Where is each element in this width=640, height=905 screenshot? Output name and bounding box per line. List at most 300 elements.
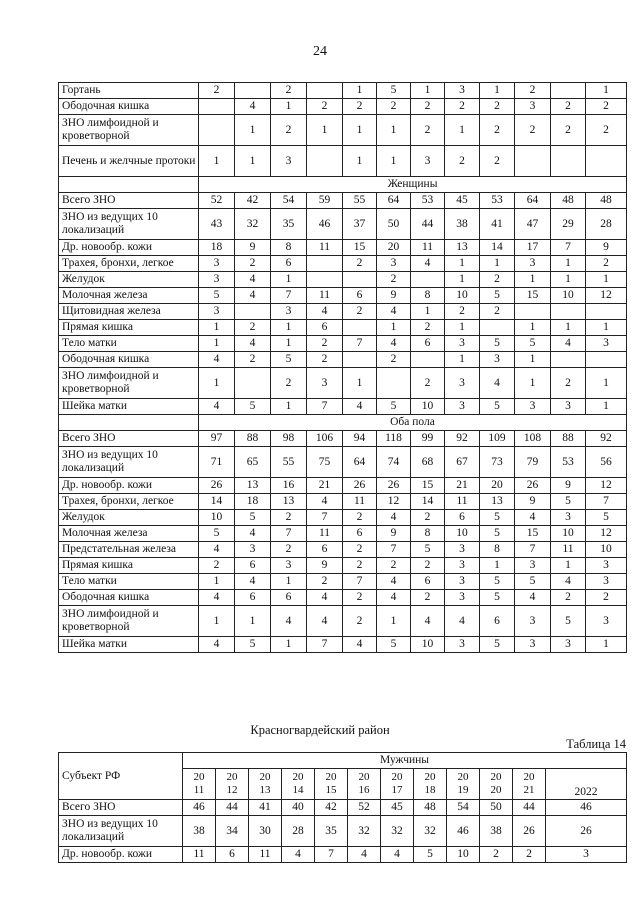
table-cell: 1	[199, 320, 235, 336]
table-cell	[586, 146, 627, 177]
table-row	[59, 558, 627, 574]
table-row	[59, 606, 627, 637]
section-title-both: Оба пола	[199, 415, 627, 431]
table-cell: 4	[307, 304, 343, 320]
table-cell: 6	[445, 510, 480, 526]
table-cell: 20	[377, 240, 411, 256]
table-cell	[343, 352, 377, 368]
table-cell: 53	[551, 447, 586, 478]
table-row	[59, 256, 627, 272]
row-label: Др. новообр. кожи	[59, 478, 199, 494]
table-cell: 5	[377, 399, 411, 415]
table-cell: 44	[513, 800, 546, 816]
table-cell: 99	[411, 431, 445, 447]
table-cell: 46	[183, 800, 216, 816]
table-cell: 4	[377, 304, 411, 320]
table-cell: 38	[183, 816, 216, 847]
table-cell: 3	[271, 558, 307, 574]
table-cell: 88	[235, 431, 271, 447]
table-cell	[307, 83, 343, 99]
year-header	[183, 769, 216, 800]
table-cell: 88	[551, 431, 586, 447]
table-cell: 3	[551, 399, 586, 415]
table-cell: 18	[235, 494, 271, 510]
year-header-bottom: 11	[193, 784, 205, 796]
table-cell: 4	[235, 272, 271, 288]
table-cell: 2	[377, 272, 411, 288]
table-cell: 64	[377, 193, 411, 209]
table-cell: 3	[515, 99, 551, 115]
table-cell: 74	[377, 447, 411, 478]
table-cell: 1	[271, 637, 307, 653]
table-cell: 21	[445, 478, 480, 494]
table-row	[59, 431, 627, 447]
table-cell: 12	[586, 478, 627, 494]
table-cell: 5	[235, 399, 271, 415]
table-row	[59, 240, 627, 256]
table-cell: 1	[199, 336, 235, 352]
table1-both-rows	[59, 431, 627, 653]
table-cell: 1	[586, 272, 627, 288]
page-number: 24	[313, 44, 327, 59]
table-cell: 4	[377, 590, 411, 606]
row-label: Трахея, бронхи, легкое	[59, 256, 199, 272]
table-cell: 1	[480, 558, 515, 574]
table-cell: 4	[343, 399, 377, 415]
header-row-men	[59, 753, 627, 769]
table-cell: 5	[480, 288, 515, 304]
table-cell: 3	[199, 272, 235, 288]
table-cell	[199, 115, 235, 146]
table-cell	[235, 83, 271, 99]
table-row	[59, 304, 627, 320]
table-cell	[199, 99, 235, 115]
table-cell	[551, 146, 586, 177]
table-cell: 2	[411, 558, 445, 574]
table-cell: 16	[271, 478, 307, 494]
year-header	[447, 769, 480, 800]
table-cell: 26	[515, 478, 551, 494]
table-cell: 11	[249, 847, 282, 863]
table-cell	[551, 83, 586, 99]
table-cell: 5	[551, 606, 586, 637]
table-cell: 108	[515, 431, 551, 447]
table-cell: 53	[411, 193, 445, 209]
table-cell: 3	[445, 542, 480, 558]
table-cell: 1	[445, 256, 480, 272]
table-cell: 32	[348, 816, 381, 847]
table-cell: 2	[343, 542, 377, 558]
row-label: Всего ЗНО	[59, 193, 199, 209]
table-cell: 1	[480, 83, 515, 99]
table-cell: 109	[480, 431, 515, 447]
table-cell: 10	[411, 399, 445, 415]
table-cell: 7	[307, 510, 343, 526]
table-cell: 17	[515, 240, 551, 256]
table-cell: 9	[551, 478, 586, 494]
table-cell: 3	[586, 574, 627, 590]
table-cell: 15	[515, 526, 551, 542]
year-header	[348, 769, 381, 800]
table-cell: 3	[445, 399, 480, 415]
table-cell: 12	[586, 288, 627, 304]
table-cell: 5	[411, 542, 445, 558]
table-cell: 7	[307, 637, 343, 653]
table-cell: 2	[411, 115, 445, 146]
table-cell: 1	[199, 574, 235, 590]
table-cell: 2	[343, 256, 377, 272]
table-cell: 4	[377, 510, 411, 526]
section-title-women: Женщины	[199, 177, 627, 193]
table-cell: 5	[480, 510, 515, 526]
table-cell: 13	[271, 494, 307, 510]
table-cell: 14	[480, 240, 515, 256]
table-cell: 4	[307, 590, 343, 606]
table-cell: 52	[348, 800, 381, 816]
row-label: Щитовидная железа	[59, 304, 199, 320]
table-cell: 7	[551, 240, 586, 256]
table-cell: 6	[480, 606, 515, 637]
table-row	[59, 510, 627, 526]
table-cell: 1	[235, 115, 271, 146]
table-row	[59, 637, 627, 653]
table-cell: 5	[414, 847, 447, 863]
region-title: Красногвардейский район	[250, 723, 390, 737]
table-cell: 5	[271, 352, 307, 368]
table-cell: 11	[183, 847, 216, 863]
table-cell: 2	[480, 99, 515, 115]
table-cell: 48	[551, 193, 586, 209]
table-cell: 6	[216, 847, 249, 863]
table-cell: 8	[480, 542, 515, 558]
table-cell: 1	[377, 606, 411, 637]
table-cell: 1	[343, 368, 377, 399]
table-cell: 1	[411, 83, 445, 99]
table-cell: 7	[515, 542, 551, 558]
table-cell: 3	[586, 558, 627, 574]
table-cell: 2	[445, 99, 480, 115]
table-cell: 2	[307, 336, 343, 352]
table-cell: 4	[343, 637, 377, 653]
year-header	[282, 769, 315, 800]
table-cell: 3	[377, 256, 411, 272]
table-cell: 4	[381, 847, 414, 863]
table-cell: 55	[271, 447, 307, 478]
table-cell: 2	[271, 542, 307, 558]
table-cell: 2	[199, 558, 235, 574]
table-cell: 26	[377, 478, 411, 494]
table-cell: 8	[411, 288, 445, 304]
table-cell: 2	[271, 83, 307, 99]
row-label: ЗНО лимфоидной и кроветворной	[59, 115, 199, 146]
table-row	[59, 368, 627, 399]
table-row	[59, 336, 627, 352]
table-cell: 92	[445, 431, 480, 447]
table-cell: 11	[307, 526, 343, 542]
year-header-top: 20	[292, 771, 304, 783]
table-cell: 2	[235, 352, 271, 368]
table-cell: 10	[551, 288, 586, 304]
year-header-top: 20	[457, 771, 469, 783]
table-cell	[586, 352, 627, 368]
table-cell: 10	[199, 510, 235, 526]
table-cell: 2	[513, 847, 546, 863]
table-cell: 15	[515, 288, 551, 304]
table-row	[59, 288, 627, 304]
table-cell: 3	[411, 146, 445, 177]
table-cell: 2	[586, 256, 627, 272]
table-row	[59, 352, 627, 368]
table-cell: 9	[377, 288, 411, 304]
table-cell: 1	[377, 320, 411, 336]
table-cell: 64	[343, 447, 377, 478]
table-cell: 1	[586, 399, 627, 415]
table-cell: 1	[343, 83, 377, 99]
table-cell: 1	[411, 304, 445, 320]
table-cell: 1	[445, 352, 480, 368]
table-cell: 42	[315, 800, 348, 816]
table-cell: 5	[235, 510, 271, 526]
table-cell: 13	[480, 494, 515, 510]
table-row	[59, 146, 627, 177]
table-cell	[411, 272, 445, 288]
table-row	[59, 574, 627, 590]
table-row	[59, 494, 627, 510]
table-cell: 50	[377, 209, 411, 240]
table-row	[59, 816, 627, 847]
table-cell: 3	[199, 256, 235, 272]
subject-header: Субъект РФ	[59, 753, 183, 800]
table-cell: 4	[377, 336, 411, 352]
table-cell: 9	[307, 558, 343, 574]
table-cell: 2	[343, 558, 377, 574]
table-cell: 50	[480, 800, 513, 816]
table-cell: 1	[586, 368, 627, 399]
table-cell: 5	[551, 494, 586, 510]
table-cell: 7	[343, 336, 377, 352]
table-cell: 11	[343, 494, 377, 510]
table-cell: 2	[586, 99, 627, 115]
table-cell: 3	[515, 558, 551, 574]
table-cell: 38	[445, 209, 480, 240]
year-header-top: 20	[391, 771, 403, 783]
table-cell: 4	[235, 288, 271, 304]
table-cell: 2	[411, 320, 445, 336]
table-cell: 94	[343, 431, 377, 447]
table-cell: 7	[343, 574, 377, 590]
table-cell	[586, 304, 627, 320]
table-row	[59, 399, 627, 415]
table-cell: 2	[343, 590, 377, 606]
table-cell: 2	[377, 558, 411, 574]
table-cell: 1	[445, 115, 480, 146]
table-cell: 10	[551, 526, 586, 542]
table-cell: 10	[586, 542, 627, 558]
table-cell: 4	[515, 590, 551, 606]
year-header	[513, 769, 546, 800]
table-cell: 47	[515, 209, 551, 240]
table-cell: 5	[480, 399, 515, 415]
year-header-bottom: 15	[325, 784, 337, 796]
table-cell: 28	[586, 209, 627, 240]
table-cell: 1	[307, 115, 343, 146]
table-cell: 37	[343, 209, 377, 240]
table-cell	[307, 256, 343, 272]
table-row	[59, 99, 627, 115]
table-row	[59, 115, 627, 146]
table-cell: 43	[199, 209, 235, 240]
table-cell: 3	[445, 574, 480, 590]
table-caption: Таблица 14	[566, 737, 626, 751]
table-cell: 1	[586, 320, 627, 336]
table-cell: 5	[480, 336, 515, 352]
table-cell: 3	[445, 83, 480, 99]
year-header-bottom: 12	[226, 784, 238, 796]
table-cell: 4	[199, 637, 235, 653]
table-cell: 26	[546, 816, 627, 847]
table-cell: 9	[586, 240, 627, 256]
table-cell: 32	[414, 816, 447, 847]
table-cell: 106	[307, 431, 343, 447]
row-label: ЗНО из ведущих 10 локализаций	[59, 447, 199, 478]
table-cell: 2	[480, 146, 515, 177]
table-cell: 45	[445, 193, 480, 209]
table-cell: 3	[515, 606, 551, 637]
table-row	[59, 847, 627, 863]
table-cell: 2	[271, 368, 307, 399]
table-cell: 3	[445, 590, 480, 606]
table-cell: 5	[515, 336, 551, 352]
table-cell: 1	[199, 606, 235, 637]
table-cell: 1	[377, 146, 411, 177]
table-row	[59, 320, 627, 336]
table-cell: 15	[411, 478, 445, 494]
table-cell: 9	[515, 494, 551, 510]
table-cell: 73	[480, 447, 515, 478]
table-cell: 68	[411, 447, 445, 478]
row-label: Ободочная кишка	[59, 99, 199, 115]
row-label: Печень и желчные протоки	[59, 146, 199, 177]
table-cell: 6	[271, 590, 307, 606]
table1-women-rows	[59, 193, 627, 415]
table-cell: 5	[480, 637, 515, 653]
table-row	[59, 193, 627, 209]
table-cell: 1	[515, 368, 551, 399]
table-cell: 8	[271, 240, 307, 256]
table-cell: 2	[411, 99, 445, 115]
table-cell: 3	[546, 847, 627, 863]
table-cell: 26	[343, 478, 377, 494]
table-cell: 1	[586, 637, 627, 653]
year-header	[381, 769, 414, 800]
table-cell: 4	[348, 847, 381, 863]
table-cell: 10	[447, 847, 480, 863]
year-header-top: 20	[325, 771, 337, 783]
table-cell: 11	[307, 240, 343, 256]
table-cell: 21	[307, 478, 343, 494]
table-cell: 2	[551, 368, 586, 399]
row-label: Молочная железа	[59, 526, 199, 542]
table-cell: 2	[445, 304, 480, 320]
table-cell: 2	[515, 115, 551, 146]
table-cell: 3	[445, 558, 480, 574]
table-cell: 4	[199, 590, 235, 606]
table-cell: 4	[551, 336, 586, 352]
table-cell: 55	[343, 193, 377, 209]
men-header: Мужчины	[183, 753, 627, 769]
table-cell: 2	[271, 115, 307, 146]
table-cell	[307, 272, 343, 288]
table-cell: 2	[343, 304, 377, 320]
table-cell: 48	[586, 193, 627, 209]
table-cell: 4	[199, 542, 235, 558]
table-cell: 3	[480, 352, 515, 368]
table-cell: 2	[235, 256, 271, 272]
table-cell: 35	[315, 816, 348, 847]
table-cell: 97	[199, 431, 235, 447]
table-cell	[343, 272, 377, 288]
table-cell: 1	[445, 272, 480, 288]
table-cell: 2	[307, 352, 343, 368]
table-cell: 2	[343, 606, 377, 637]
table-cell: 4	[199, 352, 235, 368]
year-header-top: 20	[523, 771, 535, 783]
table-cell: 4	[377, 574, 411, 590]
table-cell: 13	[445, 240, 480, 256]
table-cell: 4	[235, 526, 271, 542]
section-header-both	[59, 415, 627, 431]
table-cell: 2	[551, 99, 586, 115]
year-header-bottom: 20	[490, 784, 502, 796]
table-cell: 1	[445, 320, 480, 336]
table-cell: 2	[480, 115, 515, 146]
table-cell: 71	[199, 447, 235, 478]
table-cell: 54	[447, 800, 480, 816]
year-header-bottom: 21	[523, 784, 535, 796]
table-cell: 1	[515, 320, 551, 336]
table-cell: 4	[411, 606, 445, 637]
table-cell: 2	[377, 99, 411, 115]
table-cell: 64	[515, 193, 551, 209]
table-cell: 4	[307, 606, 343, 637]
table-cell: 2	[343, 99, 377, 115]
row-label: Молочная железа	[59, 288, 199, 304]
table-cell: 6	[411, 574, 445, 590]
table-row	[59, 526, 627, 542]
table-cell: 2	[586, 590, 627, 606]
table-cell: 3	[307, 368, 343, 399]
table-cell: 2	[377, 352, 411, 368]
table-cell: 1	[551, 272, 586, 288]
table-cell: 5	[199, 526, 235, 542]
table-cell: 41	[480, 209, 515, 240]
table-row	[59, 272, 627, 288]
table-cell	[515, 146, 551, 177]
row-label: ЗНО из ведущих 10 локализаций	[59, 209, 199, 240]
table-cell	[343, 320, 377, 336]
table-cell: 28	[282, 816, 315, 847]
row-label: Прямая кишка	[59, 558, 199, 574]
year-header-bottom: 16	[358, 784, 370, 796]
table-cell: 4	[515, 510, 551, 526]
table-cell: 11	[307, 288, 343, 304]
year-header-bottom: 19	[457, 784, 469, 796]
table-cell: 1	[515, 352, 551, 368]
table-cell: 2	[411, 590, 445, 606]
table-cell: 2	[307, 574, 343, 590]
table-cell: 7	[271, 288, 307, 304]
table-cell: 6	[307, 320, 343, 336]
